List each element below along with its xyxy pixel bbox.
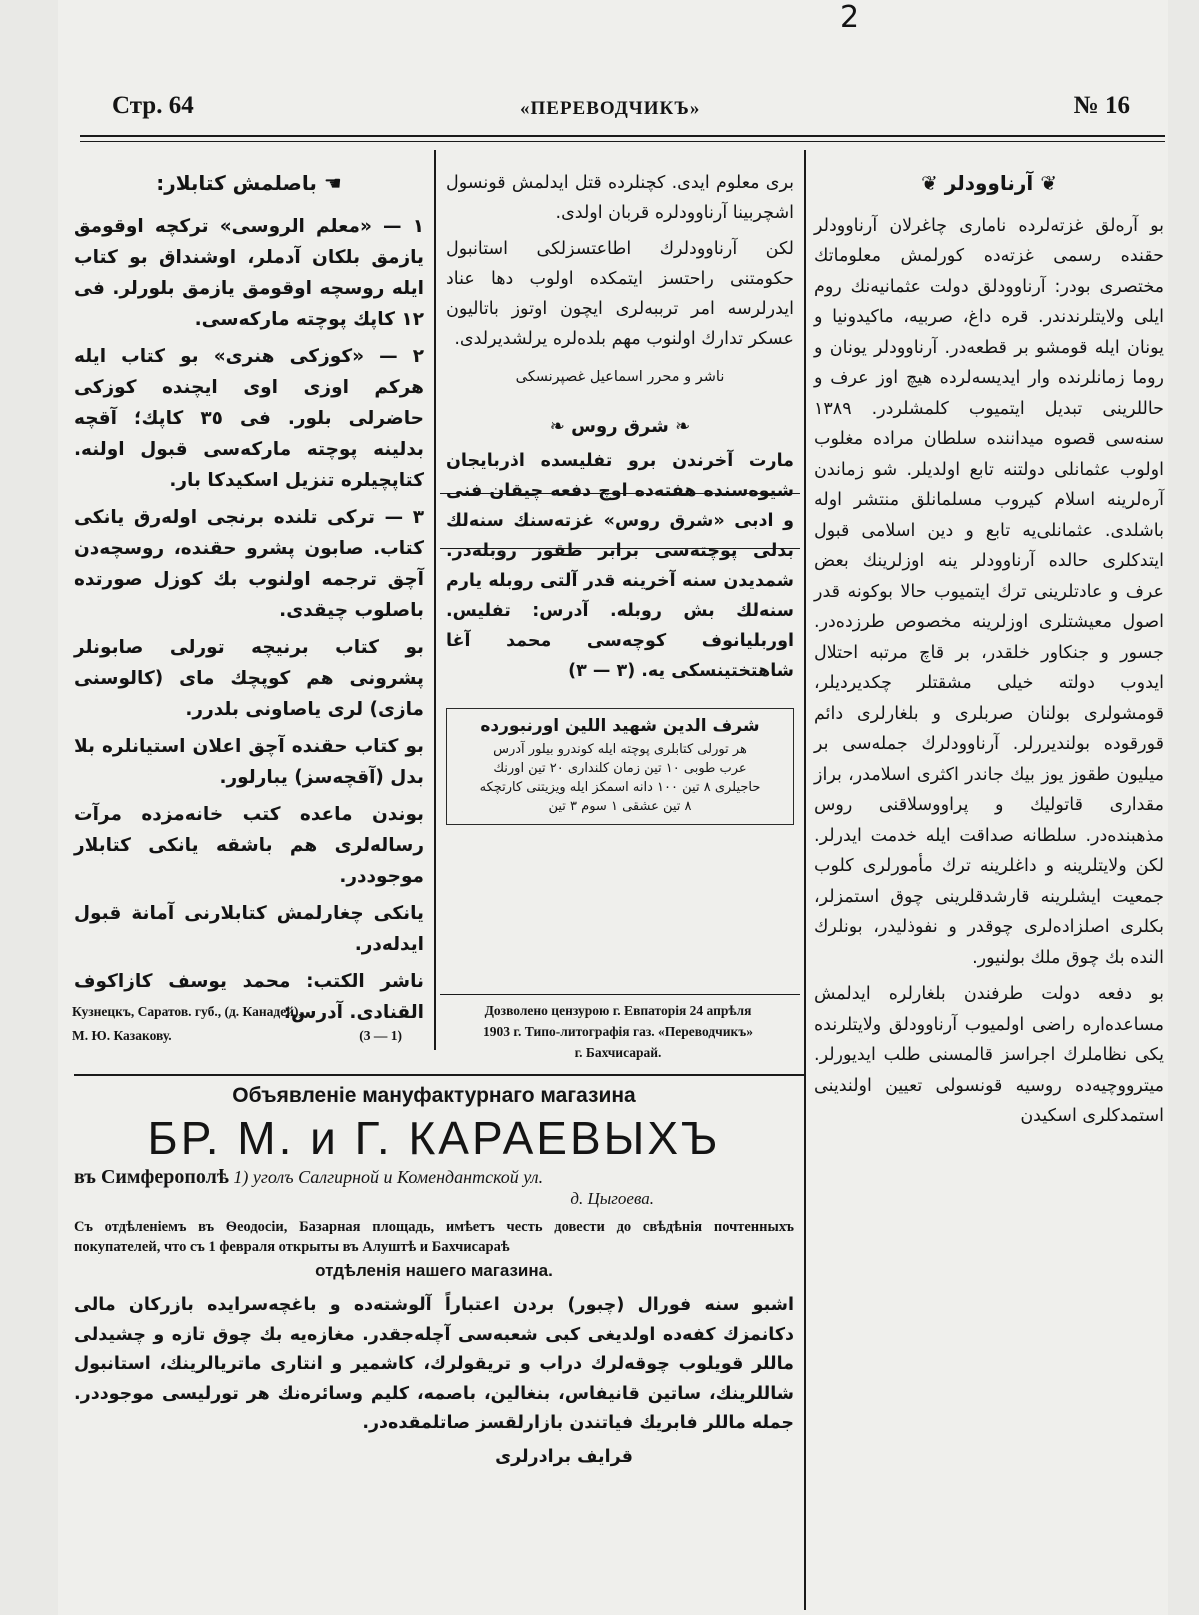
article-paragraph: بو آره‌لق غزته‌لرده نامارى چاغرلان آرناوودلر حقنده رسمى غزته‌ده كورلمش معلوماتك مختصرى بودر: آرناوودلق دولت عثمانيه‌نك روم ايلى ولايتلرندندر. قره داغ، صربيه، ماكيدونيا و يونان ايله قومشو بر قطعه‌در. آرناوودلر يونان و روما زمانلرنده وار ايديسه‌لرده هيچ اوز عرف و حاللرينى تبديل ايتميوب كلمشلردر. ١٣٨٩ سنه‌سى قصوه ميداننده سلطان مراده مغلوب اولوب عثمانلى دولتنه تابع اولديلر. شو زماندن آره‌لرينه اسلام كيروب مسلمانلق منتشر اوله باشلدى. عثمانلى‌يه تابع و دين اسلامى قبول ايتدكلرى حالده آرناوودلر ينه اوزلرينك بعض عرف و عادتلرينى ترك ايتميوب حالا بوكونه قدر اصول معيشتلرى اوزلرينه مخصوص طرزده‌در. جسور و جنكاور خلقدر، بر قاچ مرتبه احتلال ايدوب دولته خيلى مشقتلر چكديرديلر، قومشولرى بولنان صربلرى و بلغارلرى دائم قورقوده بولنديررلر. آرناوودلرك جمله‌سى بر ميليون طقوز يوز بيك جاندر اكثرى اسلامدر، براز مقدارى قاتوليك و پراووسلاقنى روس مذهبنده‌در. سلطانه صداقت ايله خدمت ايدرلر. لكن ولايتلرينه و داغلرينه ترك مأمورلرى كلوب جمعيت ايشلرينه قارشدقلرينى چوق استمزلر، بكلرى اصلزاده‌لرى چوقدر و نفوذليدر، بونلرك النده بك چوق ملك بولنيور. bbox=[814, 215, 1164, 968]
page-number: Стр. 64 bbox=[112, 92, 194, 119]
article-paragraph: برى معلوم ايدى. كچنلرده قتل ايدلمش قونسول اشچربينا آرناوودلره قربان اولدى. bbox=[446, 173, 794, 223]
column-divider-left bbox=[434, 150, 436, 1050]
insertion-mark: (3 — 1) bbox=[359, 1028, 402, 1043]
censor-line: Дозволено цензурою г. Евпаторія 24 апрѣля bbox=[484, 1003, 752, 1018]
books-advertisement bbox=[74, 168, 424, 1034]
header-rule-top bbox=[80, 135, 1165, 137]
book-item: بوندن ماعده كتب خانه‌مزده مرآت رساله‌لرى هم باشقه يانكى كتابلار موجوددر. bbox=[74, 804, 424, 887]
book-item: بو كتاب حقنده آچق اعلان استيانلره بلا بدل (آقچه‌سز) يبارلور. bbox=[74, 736, 424, 788]
book-item: ٣ — تركى تلنده برنجى اوله‌رق يانكى كتاب. صابون پشرو حقنده، روسچه‌دن آچق ترجمه اولنوب بك كوزل صورتده باصلوب چيقدى. bbox=[74, 507, 424, 621]
book-item: ٢ — «كوزكى هنرى» بو كتاب ايله هركم اوزى اوى ايچنده كوزكى حاضرلى بلور. فى ٣٥ كاپك؛ آقچه بدلينه پوچته ماركه‌سى قبول اولنه. كتاپچيلره تنزيل اسكيدكا بار. bbox=[74, 346, 424, 491]
book-item: بو كتاب برنيچه تورلى صابونلر پشرونى هم كوپچك ماى (كالوسنى مازى) لرى ياصاونى بلدرر. bbox=[74, 637, 424, 720]
ornament-icon: ❧ bbox=[675, 416, 691, 437]
box-line: عرب طوبى ١٠ تين زمان كلنداری ٢٠ تين اورنك bbox=[493, 761, 747, 776]
book-item: يانكى چغارلمش كتابلارنى آمانة قبول ايدله‌در. bbox=[74, 903, 424, 955]
corner-mark: 2 bbox=[840, 0, 860, 35]
address-line: Кузнецкъ, Саратов. губ., (д. Канадей), bbox=[72, 1004, 302, 1019]
header-rule-bottom bbox=[80, 141, 1165, 142]
store-body: Съ отдѣленіемъ въ Ѳеодосіи, Базарная площадь, имѣетъ честь довести до свѣдѣнія почтенныхъ покупателей, что съ 1 февраля открыты въ Алуштѣ и Бахчисараѣ bbox=[74, 1219, 794, 1255]
publisher-signature: ناشر و محرر اسماعيل غصپرنسكى bbox=[515, 369, 725, 385]
bookseller-box bbox=[446, 708, 794, 825]
box-title: شرف الدين شهيد اللين اورنبورده bbox=[480, 716, 760, 736]
store-body-end: отдѣленія нашего магазина. bbox=[315, 1261, 553, 1280]
address-line: М. Ю. Казакову. bbox=[72, 1028, 172, 1043]
article-albanians bbox=[814, 168, 1164, 1138]
censor-line: г. Бахчисарай. bbox=[574, 1045, 662, 1060]
column-divider-right bbox=[804, 150, 806, 1610]
censorship-note bbox=[438, 1000, 798, 1063]
store-signature: قرايف برادرلرى bbox=[495, 1446, 633, 1467]
store-address: 1) уголъ Салгирной и Комендантской ул. bbox=[233, 1167, 544, 1187]
publisher-address bbox=[72, 1000, 432, 1048]
censor-line: 1903 г. Типо-литографія газ. «Переводчикъ» bbox=[483, 1024, 753, 1039]
article-paragraph: بو دفعه دولت طرفندن بلغارلره ايدلمش مساعده‌اره راضى اولميوب آرناوودلق ولايتلرنده يكى نظاملرك اجراسز قالمسنى طلب ايديورلر. ميترووچيه‌ده روسيه قونسولى تعيين اولندينى استمدكلرى اسكيدن bbox=[814, 984, 1164, 1126]
books-title: باصلمش كتابلار: bbox=[156, 171, 317, 195]
article-title: آرناوودلر bbox=[944, 171, 1034, 195]
middle-column bbox=[446, 168, 794, 825]
pointing-hand-icon: ☚ bbox=[323, 171, 342, 195]
book-item: ١ — «معلم الروسى» تركچه اوقومق يازمق بلكان آدملر، اوشنداق بو كتاب ايله روسچه اوقومق يازمق بلورلر. فى ١٢ كاپك پوچته ماركه‌سى. bbox=[74, 216, 424, 330]
article-paragraph: لكن آرناوودلرك اطاعتسزلكى استانبول حكومتنى راحتسز ايتمكده اولوب دها عناد ايدرلرسه امر ترببه‌لرى ايچون اوتوز باتاليون عسكر تدارك اولنوب مهم بلده‌لره يرلشديرلدى. bbox=[446, 239, 794, 349]
store-body-arabic: اشبو سنه فورال (چبور) بردن اعتباراً آلوشته‌ده و باغچه‌سرايده بازركان مالى دكانمزك كفه‌ده اولديغى كبى شعبه‌سى آچله‌جقدر. مغازه‌يه بك چوق تازه و چشيدلى ماللر قويلوب چوقه‌لرك دراب و تريقولرك، كاشمير و انتارى ماتريالرينك، استانبول شاللرينك، ساتين قانيفاس، بنغالين، باصمه، كليم وسائره‌نك هر تورليسى موجوددر. جمله ماللر فابريك فياتندن بازارلقسز صاتلمقده‌در. bbox=[74, 1295, 794, 1433]
store-city: въ Симферополѣ bbox=[74, 1166, 229, 1188]
ad-rule-top bbox=[74, 1074, 804, 1076]
newspaper-title: «ПЕРЕВОДЧИКЪ» bbox=[520, 98, 701, 119]
publisher-line: ناشر الكتب: محمد يوسف كازاكوف القنادى. آدرس: bbox=[74, 971, 424, 1023]
store-brand: БР. М. и Г. КАРАЕВЫХЪ bbox=[147, 1112, 721, 1164]
ad-heading: Объявленіе мануфактурнаго магазина bbox=[232, 1084, 636, 1107]
ad-title: شرق روس bbox=[571, 416, 669, 437]
box-line: هر تورلى كتابلرى پوچته ايله كوندرو بيلور آدرس bbox=[493, 742, 747, 757]
ad-text: مارت آخرندن برو تفليسده اذربايجان شيوه‌سنده هفته‌ده اوچ دفعه چيقان فنى و ادبى «شرق روس» غزته‌سنك سنه‌لك بدلى پوچته‌سى برابر طقوز روبله‌در. شمديدن سنه آخرينه قدر آلتى روبله يارم سنه‌لك بش روبله. آدرس: تفليس. اوربليانوف كوچه‌سى محمد آغا شاهتختينسكى يه. (٣ — ٣) bbox=[446, 451, 794, 681]
ornament-icon: ❦ bbox=[1040, 171, 1057, 195]
box-line: ٨ تين عشقى ١ سوم ٣ تين bbox=[548, 799, 692, 814]
store-house: д. Цыгоева. bbox=[570, 1189, 654, 1208]
store-advertisement bbox=[74, 1084, 794, 1472]
page-header bbox=[80, 92, 1160, 132]
issue-number: № 16 bbox=[1073, 92, 1130, 119]
mid-rule-3 bbox=[440, 994, 800, 995]
ornament-icon: ❦ bbox=[921, 171, 938, 195]
ornament-icon: ❧ bbox=[549, 416, 565, 437]
box-line: حاجيلرى ٨ تين ١٠٠ دانه اسمكز ايله ويزيتنى كارتچكه bbox=[479, 780, 761, 795]
